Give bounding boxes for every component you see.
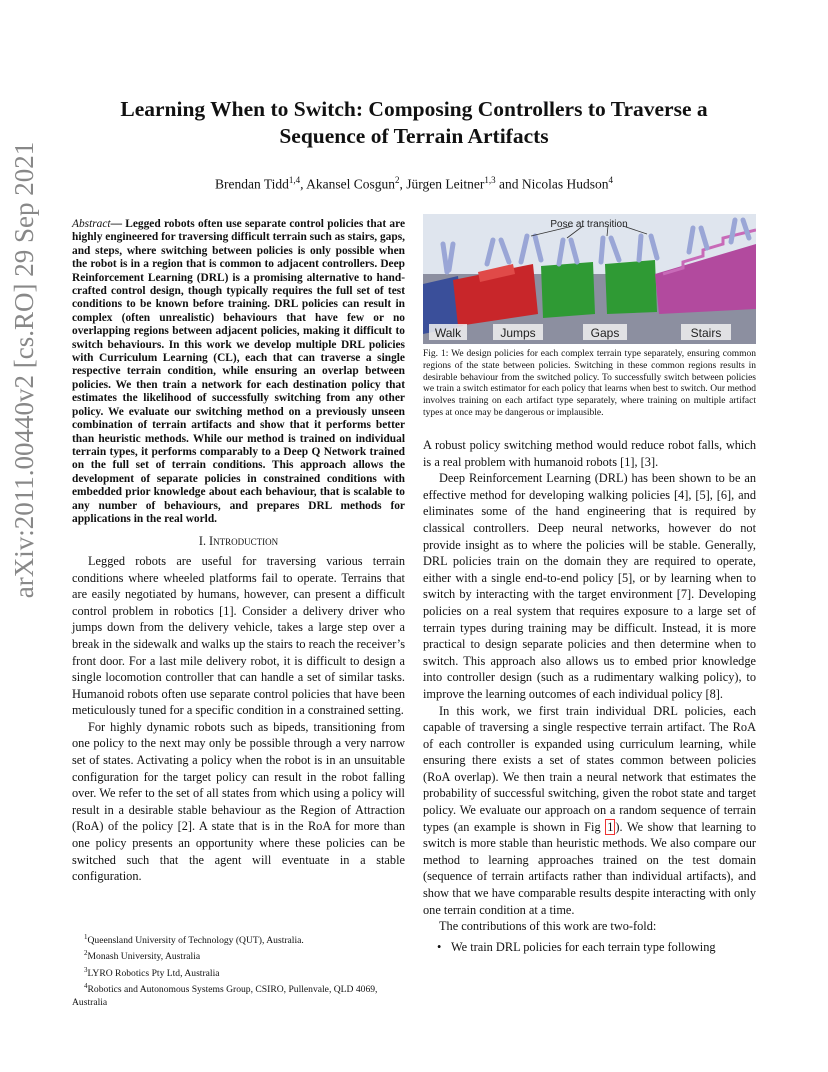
abstract	[72, 218, 405, 526]
figure-caption: Fig. 1: We design policies for each complex terrain type separately, ensuring common regions of the state between policies. Switching in these common regions results in desirable behaviour from the switched policy. To successfully switch between policies we train a switch estimator for each policy that learns when best to switch. Our method involves training on each artifact type separately, where training on multiple artifact types at once may be dangerous or implausible.	[423, 349, 756, 418]
gaps-terrain-a	[541, 262, 595, 318]
author-name: Nicolas Hudson	[521, 176, 609, 192]
section-heading: I. Introduction	[198, 534, 279, 549]
body-paragraph: In this work, we first train individual DRL policies, each capable of traversing a single respective terrain artifact. The RoA of each controller is expanded using curriculum learning, while ensuring there exists a set of states common between policies (RoA overlap). We then train a neural network that estimates the probability of successful switching, given the robot state and target policy. We evaluate our approach on a random sequence of terrain types (an example is shown in Fig 1 ). We show that learning to switch is more stable than heuristic methods. We also compare our method to learning approaches trained on the test domain (sequence of terrain artifacts rather than individual artifacts), and show that we have comparable results despite interacting with only one terrain condition at a time.	[423, 703, 756, 917]
author-name: Brendan Tidd	[214, 176, 289, 192]
author-affiliation: 2	[395, 175, 400, 185]
left-column	[72, 218, 405, 885]
body-paragraph: For highly dynamic robots such as bipeds, transitioning from one policy to the next may only be possible through a very narrow set of states. Activating a policy when the robot is in an unsuitable configuration for the target policy can result in the robot falling over. We refer to the set of all states from which using a policy will result in a desirable stable behaviour as the Region of Attraction (RoA) of the policy [2]. A state that is in the RoA for more than one policy presents an opportunity where these policies can be switched such that the agent will eventuate in a stable configuration.	[72, 719, 405, 884]
author-affiliation: 1,3	[484, 175, 496, 185]
arxiv-watermark: arXiv:2011.00440v2 [cs.RO] 29 Sep 2021	[9, 141, 39, 599]
right-column	[423, 437, 756, 955]
terrain-label-gaps: Gaps	[590, 326, 620, 340]
terrain-label-stairs: Stairs	[690, 326, 722, 340]
footnote: $^1$Queensland University of Technology (QUT), Australia.	[84, 933, 304, 947]
paper-title: Learning When to Switch: Composing Controllers to Traverse a Sequence of Terrain Artifacts	[120, 97, 708, 148]
abstract-text: — Legged robots often use separate control policies that are highly engineered for traversing difficult terrain such as stairs, gaps, and steps, where switching between policies is only possible when the robot is in a region that is common to adjacent controllers. Deep Reinforcement Learning (DRL) is a promising alternative to hand-crafted control design, though typically requires the full set of test conditions to be known before training. DRL policies can result in complex (often unrealistic) behaviours that have few or no overlapping regions between adjacent policies, making it difficult to switch behaviours. In this work we develop multiple DRL policies with Curriculum Learning (CL), each that can traverse a single respective terrain condition, while ensuring an overlap between policies. We then train a network for each destination policy that estimates the likelihood of successfully switching from any other policy. We evaluate our switching method on a previously unseen combination of terrain artifacts and show that it performs better than heuristic methods. While our method is trained on individual terrain types, it performs comparably to a Deep Q Network trained on the full set of terrain conditions. This approach allows the development of separate policies in constrained conditions with embedded prior knowledge about each behaviour, that is scalable to any number of behaviours, and prepares DRL methods for applications in the real world.	[72, 218, 405, 525]
gaps-terrain-b	[605, 260, 657, 314]
terrain-illustration	[423, 214, 756, 344]
author-affiliation: 4	[608, 175, 613, 185]
figure-1-terrain-render	[423, 214, 756, 344]
terrain-label-jumps: Jumps	[500, 326, 536, 340]
contribution-bullet: • We train DRL policies for each terrain type following	[423, 939, 756, 956]
body-paragraph: A robust policy switching method would reduce robot falls, which is a real problem with humanoid robots [1], [3].	[423, 438, 756, 469]
author-list: Brendan Tidd$^{1,4}$, Akansel Cosgun$^2$, Jürgen Leitner$^{1,3}$ and Nicolas Hudson$^4$	[214, 175, 613, 192]
body-paragraph: Deep Reinforcement Learning (DRL) has been shown to be an effective method for developing walking policies [4], [5], [6], and eliminates some of the hand engineering that is required by classical controllers. Deep neural networks, however do not provide insight as to where the policies will be stable. Generally, DRL policies train on the domain they are required to operate, either with a single end-to-end policy [5], or by learning when to switch by interacting with the target environment [7]. Developing policies on a real system that requires exposure to a large set of terrain types during training may be difficult. Instead, it is more practical to design separate policies and then determine when to switch. This approach also allows us to embed prior knowledge into controller design (such as a rudimentary walking policy), to improve the learning outcomes of each individual policy [8].	[423, 471, 756, 701]
abstract-label: Abstract	[72, 218, 111, 230]
figure-reference-link[interactable]: 1	[607, 819, 614, 834]
author-name: Akansel Cosgun	[306, 176, 396, 192]
figure-top-label: Pose at transition	[550, 219, 628, 230]
body-paragraph: Legged robots are useful for traversing various terrain conditions where wheeled platforms fail to operate. Terrains that are easily negotiated by humans, however, can present a difficult control problem in robotics [1]. Consider a delivery driver who jumps down from the delivery vehicle, takes a large step over a break in the sidewalk and walks up the stairs to reach the receiver’s front door. For a last mile delivery robot, it is difficult to design a single locomotion controller that can handle a set of similar tasks. Humanoid robots often use separate control policies that have been meticulously tuned for a specific condition in a constrained setting.	[72, 553, 405, 718]
footnote: $^4$Robotics and Autonomous Systems Group, CSIRO, Pullenvale, QLD 4069, Australia	[72, 982, 378, 1008]
terrain-label-walk: Walk	[434, 326, 462, 340]
body-paragraph: The contributions of this work are two-fold:	[439, 919, 657, 934]
footnotes	[72, 931, 405, 1009]
footnote: $^2$Monash University, Australia	[84, 949, 201, 963]
author-affiliation: 1,4	[288, 175, 301, 185]
author-name: Jürgen Leitner	[406, 176, 485, 192]
footnote: $^3$LYRO Robotics Pty Ltd, Australia	[84, 965, 220, 979]
